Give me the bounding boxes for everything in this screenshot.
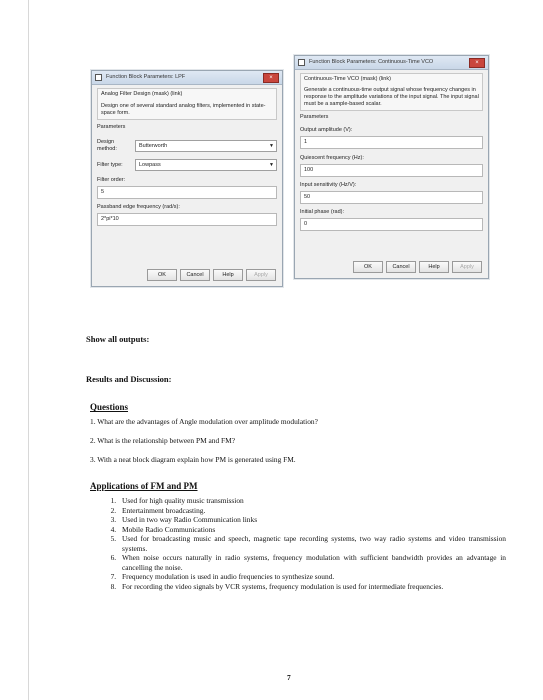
help-button[interactable]: Help bbox=[419, 261, 449, 273]
block-name: Continuous-Time VCO (mask) (link) bbox=[304, 76, 391, 82]
block-name: Analog Filter Design (mask) (link) bbox=[101, 91, 183, 97]
initial-phase-label: Initial phase (rad): bbox=[300, 209, 345, 215]
close-icon[interactable]: × bbox=[263, 73, 279, 83]
block-description-group bbox=[97, 88, 277, 120]
dialog-title: Function Block Parameters: LPF bbox=[106, 74, 186, 80]
help-button[interactable]: Help bbox=[213, 269, 243, 281]
analog-filter-dialog bbox=[91, 70, 283, 287]
list-item: 4. Mobile Radio Communications bbox=[118, 525, 506, 535]
filter-type-label: Filter type: bbox=[97, 161, 123, 168]
quiescent-frequency-label: Quiescent frequency (Hz): bbox=[300, 155, 364, 161]
block-description-group bbox=[300, 73, 483, 111]
design-method-value: Butterworth bbox=[139, 143, 168, 149]
passband-label: Passband edge frequency (rad/s): bbox=[97, 204, 180, 210]
questions-heading: Questions bbox=[90, 402, 129, 412]
quiescent-frequency-input[interactable]: 100 bbox=[300, 164, 483, 177]
parameters-label: Parameters bbox=[300, 114, 329, 120]
apply-button[interactable]: Apply bbox=[246, 269, 276, 281]
input-sensitivity-label: Input sensitivity (Hz/V): bbox=[300, 182, 357, 188]
output-amplitude-label: Output amplitude (V): bbox=[300, 127, 353, 133]
filter-order-label: Filter order: bbox=[97, 177, 126, 183]
ok-button[interactable]: OK bbox=[353, 261, 383, 273]
list-item: 2. Entertainment broadcasting. bbox=[118, 506, 506, 516]
chevron-down-icon: ▼ bbox=[269, 162, 274, 168]
vco-dialog bbox=[294, 55, 489, 279]
list-item: 3. Used in two way Radio Communication links bbox=[118, 515, 506, 525]
passband-input[interactable]: 2*pi*10 bbox=[97, 213, 277, 226]
block-description: Design one of several standard analog filters, implemented in state-space form. bbox=[101, 103, 266, 116]
design-method-select[interactable] bbox=[135, 140, 277, 152]
list-item: 6. When noise occurs naturally in radio systems, frequency modulation with sufficient bandwidth provides an advantage in cancelling the noise. bbox=[118, 553, 506, 572]
question-item: 3. With a neat block diagram explain how PM is generated using FM. bbox=[90, 455, 296, 464]
design-method-label: Design method: bbox=[97, 139, 117, 152]
initial-phase-input[interactable]: 0 bbox=[300, 218, 483, 231]
close-icon[interactable]: × bbox=[469, 58, 485, 68]
dialog-title: Function Block Parameters: Continuous-Time VCO bbox=[309, 59, 434, 65]
list-item: 8. For recording the video signals by VCR systems, frequency modulation is used for intermediate frequencies. bbox=[118, 582, 506, 592]
dialog-titlebar[interactable] bbox=[92, 71, 282, 85]
question-item: 2. What is the relationship between PM and FM? bbox=[90, 436, 235, 445]
window-icon bbox=[298, 59, 305, 66]
list-item: 1. Used for high quality music transmission bbox=[118, 496, 506, 506]
dialog-titlebar[interactable] bbox=[295, 56, 488, 70]
list-item: 5. Used for broadcasting music and speech, magnetic tape recording systems, two way radio systems and video transmission systems. bbox=[118, 534, 506, 553]
filter-type-select[interactable] bbox=[135, 159, 277, 171]
page-number: 7 bbox=[287, 673, 291, 682]
question-item: 1. What are the advantages of Angle modulation over amplitude modulation? bbox=[90, 417, 318, 426]
input-sensitivity-input[interactable]: 50 bbox=[300, 191, 483, 204]
filter-type-value: Lowpass bbox=[139, 162, 161, 168]
output-amplitude-value: 1 bbox=[304, 139, 308, 145]
results-heading: Results and Discussion: bbox=[86, 374, 172, 384]
show-outputs-heading: Show all outputs: bbox=[86, 334, 150, 344]
chevron-down-icon: ▼ bbox=[269, 143, 274, 149]
window-icon bbox=[95, 74, 102, 81]
applications-list bbox=[104, 496, 506, 591]
block-description: Generate a continuous-time output signal whose frequency changes in response to the amplitude variations of the input signal. The input signal must be a sample-based scalar. bbox=[304, 87, 479, 107]
filter-order-input[interactable]: 5 bbox=[97, 186, 277, 199]
ok-button[interactable]: OK bbox=[147, 269, 177, 281]
apply-button[interactable]: Apply bbox=[452, 261, 482, 273]
parameters-label: Parameters bbox=[97, 124, 126, 130]
cancel-button[interactable]: Cancel bbox=[386, 261, 416, 273]
list-item: 7. Frequency modulation is used in audio frequencies to synthesize sound. bbox=[118, 572, 506, 582]
cancel-button[interactable]: Cancel bbox=[180, 269, 210, 281]
output-amplitude-input[interactable] bbox=[300, 136, 483, 149]
applications-heading: Applications of FM and PM bbox=[90, 481, 198, 491]
